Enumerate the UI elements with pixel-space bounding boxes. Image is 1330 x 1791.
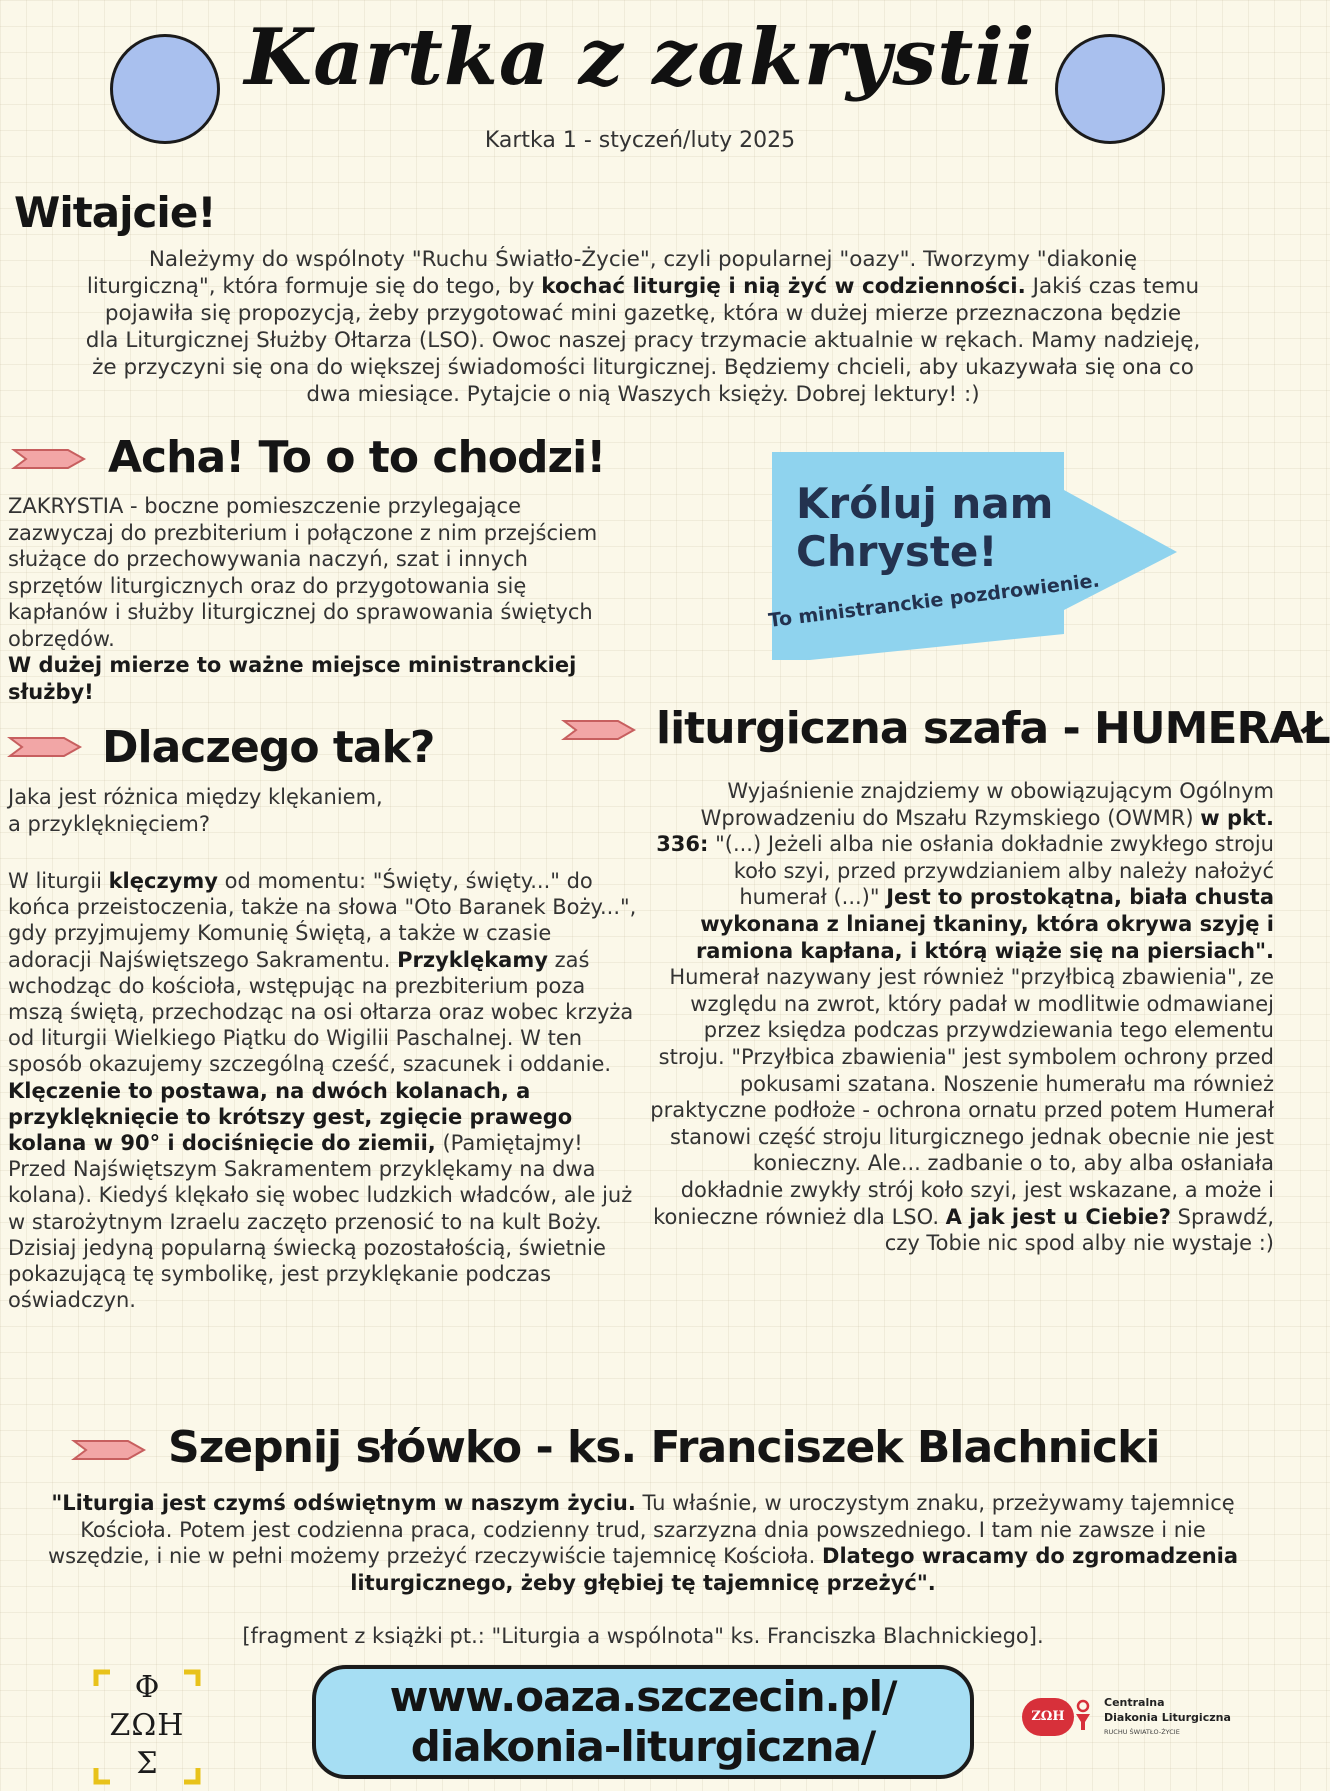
acha-line: zazwyczaj do prezbiterium i połączone z nim przejściem [8,520,598,545]
szepnij-heading: Szepnij słówko - ks. Franciszek Blachnicki [168,1422,1160,1473]
acha-bold-line: W dużej mierze to ważne miejsce ministranckiej [8,653,577,677]
szepnij-source: [fragment z książki pt.: "Liturgia a wspólnota" ks. Franciszka Blachnickiego]. [242,1624,1044,1648]
ichthys-logo: Φ ΖΩΗ Σ [92,1668,202,1786]
dlaczego-paragraph: W liturgii klęczymy od momentu: "Święty, święty..." do końca przeistoczenia, także na słowa "Oto Baranek Boży...", gdy przyjmujemy Komunię Świętą, a także w czasie adoracji Najświętszego Sakramentu. Przyklękamy zaś wchodząc do kościoła, wstępując na prezbiterium poza mszą świętą, przechodząc na osi ołtarza oraz wobec krzyża od liturgii Wielkiego Piątku do Wigilii Paschalnej. W ten sposób okazujemy szczególną cześć, szacunek i oddanie. Klęczenie to postawa, na dwóch kolanach, a przyklęknięcie to krótszy gest, zgięcie prawego kolana w 90° i dociśnięcie do ziemii, (Pamiętajmy! Przed Najświętszym Sakramentem przyklękamy na dwa kolana). Kiedyś klękało się wobec ludzkich władców, ale już w starożytnym Izraelu zaczęto przenosić to na kult Boży. Dzisiaj jedyną popularną świecką pozostałością, świetnie pokazującą tę symbolikę, jest przyklękanie podczas oświadczyn. [8,869,637,1313]
decorative-circle-left [110,34,220,144]
acha-heading: Acha! To o to chodzi! [108,432,606,483]
szafa-paragraph: Wyjaśnienie znajdziemy w obowiązującym Ogólnym Wprowadzeniu do Mszału Rzymskiego (OWMR) w pkt. 336: "(...) Jeżeli alba nie osłania dokładnie zwykłego stroju koło szyi, przed przywdzianiem alby należy nałożyć humerał (...)" Jest to prostokątna, biała chusta wykonana z lnianej tkaniny, która okrywa szyję i ramiona kapłana, i którą wiąże się na piersiach". Humerał nazywany jest również "przyłbicą zbawienia", ze względu na zwrot, który padał w modlitwie odmawianej przez księdza podczas przywdziewania tego elementu stroju. "Przyłbica zbawienia" jest symbolem ochrony przed pokusami szatana. Noszenie humerału ma również praktyczne podłoże - ochrona ornatu przed potem Humerał stanowi część stroju liturgicznego jednak obecnie nie jest konieczny. Ale... zadbanie o to, aby alba osłaniała dokładnie zwykły strój koło szyi, jest wskazane, a może i konieczne również dla LSO. A jak jest u Ciebie? Sprawdź, czy Tobie nic spod alby nie wystaje :) [650,779,1274,1256]
arrow-icon [8,734,82,760]
acha-paragraph [8,493,728,705]
page-subtitle: Kartka 1 - styczeń/luty 2025 [484,128,796,153]
welcome-line: że przyczyni się ona do większej świadomości liturgicznej. Będziemy chcieli, aby ukazywała się ona co [92,355,1194,380]
welcome-line: Należymy do wspólnoty "Ruchu Światło-Życie", czyli popularnej "oazy". Tworzymy "diakonię [148,247,1138,272]
chalice-icon [1072,1700,1094,1734]
welcome-emphasis: kochać liturgię i nią żyć w codzienności. [541,274,1026,299]
arrow-icon [12,446,86,472]
acha-line: kapłanów i służby liturgicznej do sprawowania świętych [8,600,593,624]
cdl-logo-mark: ΖΩΗ [1022,1698,1074,1736]
arrow-icon [72,1437,146,1463]
dlaczego-heading: Dlaczego tak? [102,722,435,773]
welcome-line: dwa miesiące. Pytajcie o nią Waszych księży. Dobrej lektury! :) [306,382,980,407]
greeting-caption: To ministranckie pozdrowienie. [767,569,1101,632]
arrow-icon [562,717,636,743]
acha-line: ZAKRYSTIA - boczne pomieszczenie przylegające [8,494,522,518]
cdl-logo: ΖΩΗ Centralna Diakonia Liturgiczna RUCHU ŚWIATŁO-ŻYCIE [1022,1692,1252,1752]
welcome-paragraph [8,246,1278,408]
acha-bold-line: służby! [8,679,94,704]
szafa-heading: liturgiczna szafa - HUMERAŁ [656,703,1330,754]
acha-line: służące do przechowywania naczyń, szat i innych [8,547,528,571]
decorative-circle-right [1055,34,1165,144]
welcome-heading: Witajcie! [14,188,216,237]
szepnij-quote: "Liturgia jest czymś odświętnym w naszym życiu. Tu właśnie, w uroczystym znaku, przeżywamy tajemnicę Kościoła. Potem jest codzienna praca, codzienny trud, szarzyzna dnia powszedniego. I tam nie zawsze i nie wszędzie, i nie w pełni możemy przeżyć rzeczywiście tajemnicę Kościoła. Dlatego wracamy do zgromadzenia liturgicznego, żeby głębiej tę tajemnicę przeżyć". [47,1491,1239,1595]
welcome-line: dla Liturgicznej Służby Ołtarza (LSO). Owoc naszej pracy trzymacie aktualnie w rękach. Mamy nadzieję, [85,328,1201,353]
acha-line: obrzędów. [8,626,115,651]
page-title: Kartka z zakrystii [244,12,1036,103]
dlaczego-intro: Jaka jest różnica między klękaniem, a przyklęknięciem? [8,785,383,836]
greeting-main: Króluj nam Chryste! [796,479,1054,576]
acha-line: sprzętów liturgicznych oraz do przygotowania się [8,573,527,598]
website-link[interactable]: www.oaza.szczecin.pl/ diakonia-liturgiczna/ [389,1672,897,1771]
welcome-line: pojawiła się propozycją, żeby przygotować mini gazetkę, która w dużej mierze przeznaczona będzie [104,301,1182,326]
welcome-line: liturgiczną", która formuje się do tego, by kochać liturgię i nią żyć w codzienności. Jakiś czas temu [86,274,1200,299]
